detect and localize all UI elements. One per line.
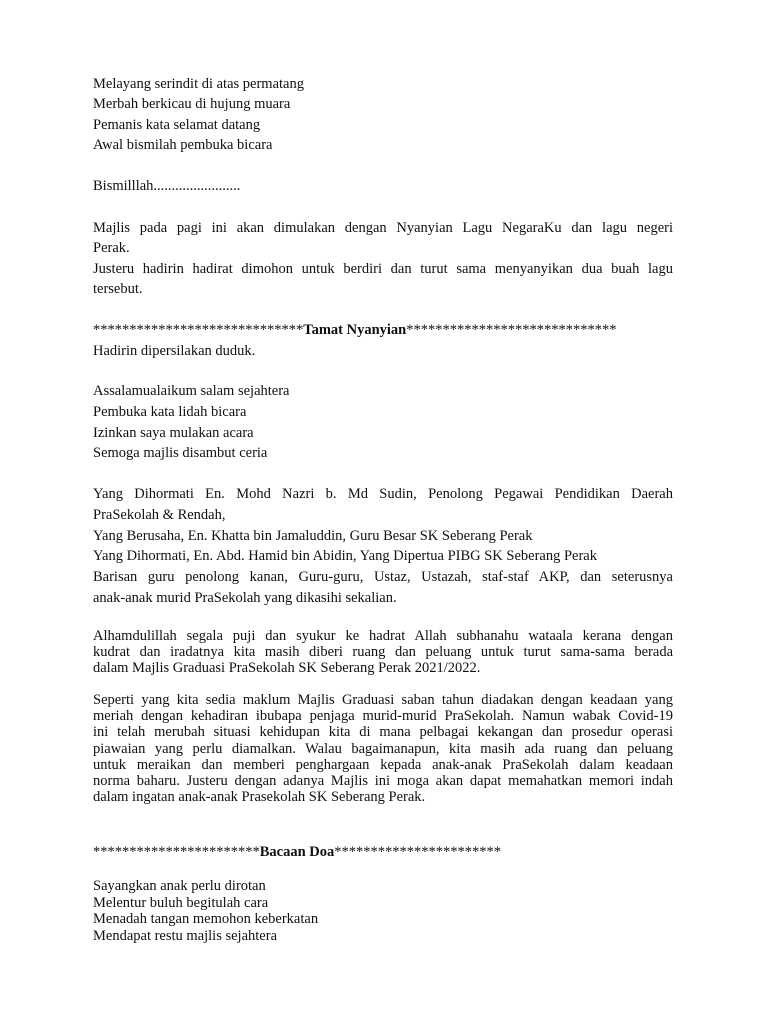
divider-stars-left: ***************************** [93,322,304,338]
bismillah-text: Bismilllah........................ [93,178,241,194]
intro-para-line-2: Perak. [93,240,130,256]
graduasi-line-2: meriah dengan kehadiran ibubapa penjaga murid-murid PraSekolah. Namun wabak Covid-19 [93,708,673,724]
pantun-opening-line-4: Awal bismilah pembuka bicara [93,137,273,153]
pantun-opening-line-1: Melayang serindit di atas permatang [93,76,304,92]
pantun-closing-line-1: Sayangkan anak perlu dirotan [93,878,266,894]
graduasi-line-4: piawaian yang perlu diamalkan. Walau bagaimanapun, kita masih ada ruang dan peluang [93,741,673,757]
salutation-line-4: Yang Dihormati, En. Abd. Hamid bin Abidin, Yang Dipertua PIBG SK Seberang Perak [93,548,597,564]
divider-bacaan-doa [93,843,501,861]
divider-label: Tamat Nyanyian [303,322,407,338]
pantun-closing-line-3: Menadah tangan memohon keberkatan [93,911,319,927]
alhamdulillah-line-3: dalam Majlis Graduasi PraSekolah SK Seberang Perak 2021/2022. [93,660,481,676]
pantun-welcome-line-2: Pembuka kata lidah bicara [93,404,247,420]
graduasi-line-1: Seperti yang kita sedia maklum Majlis Graduasi saban tahun diadakan dengan keadaan yang [93,692,673,708]
pantun-welcome-line-4: Semoga majlis disambut ceria [93,445,268,461]
graduasi-line-6: norma baharu. Justeru dengan adanya Majlis ini moga akan dapat memahatkan memori indah [93,773,673,789]
salutation-line-3: Yang Berusaha, En. Khatta bin Jamaluddin, Guru Besar SK Seberang Perak [93,528,533,544]
seated-text: Hadirin dipersilakan duduk. [93,343,256,359]
divider-tamat-nyanyian [93,321,617,339]
divider-stars-right: *********************** [334,844,502,860]
intro-para-line-3: Justeru hadirin hadirat dimohon untuk berdiri dan turut sama menyanyikan dua buah lagu [93,261,673,277]
pantun-opening-line-2: Merbah berkicau di hujung muara [93,96,291,112]
pantun-welcome-line-1: Assalamualaikum salam sejahtera [93,383,290,399]
divider-label: Bacaan Doa [259,844,335,860]
intro-para-line-4: tersebut. [93,281,143,297]
divider-stars-left: *********************** [93,844,260,860]
alhamdulillah-line-2: kudrat dan iradatnya kita masih diberi ruang dan peluang untuk turut sama-sama berada [93,644,673,660]
salutation-line-5: Barisan guru penolong kanan, Guru-guru, Ustaz, Ustazah, staf-staf AKP, dan seterusnya [93,569,673,585]
pantun-opening-line-3: Pemanis kata selamat datang [93,117,261,133]
graduasi-line-5: untuk meraikan dan memberi penghargaan kepada anak-anak PraSekolah dalam keadaan [93,757,673,773]
alhamdulillah-line-1: Alhamdulillah segala puji dan syukur ke hadrat Allah subhanahu wataala kerana dengan [93,628,673,644]
pantun-welcome-line-3: Izinkan saya mulakan acara [93,425,254,441]
divider-stars-right: ***************************** [406,322,617,338]
salutation-line-6: anak-anak murid PraSekolah yang dikasihi sekalian. [93,590,397,606]
graduasi-line-3: ini telah merubah situasi kehidupan kita di mana pelbagai kekangan dan prosedur operasi [93,724,673,740]
graduasi-line-7: dalam ingatan anak-anak Prasekolah SK Seberang Perak. [93,789,426,805]
pantun-closing-line-4: Mendapat restu majlis sejahtera [93,928,278,944]
salutation-line-1: Yang Dihormati En. Mohd Nazri b. Md Sudin, Penolong Pegawai Pendidikan Daerah [93,486,673,502]
pantun-closing-line-2: Melentur buluh begitulah cara [93,895,269,911]
salutation-line-2: PraSekolah & Rendah, [93,507,226,523]
intro-para-line-1: Majlis pada pagi ini akan dimulakan dengan Nyanyian Lagu NegaraKu dan lagu negeri [93,220,673,236]
